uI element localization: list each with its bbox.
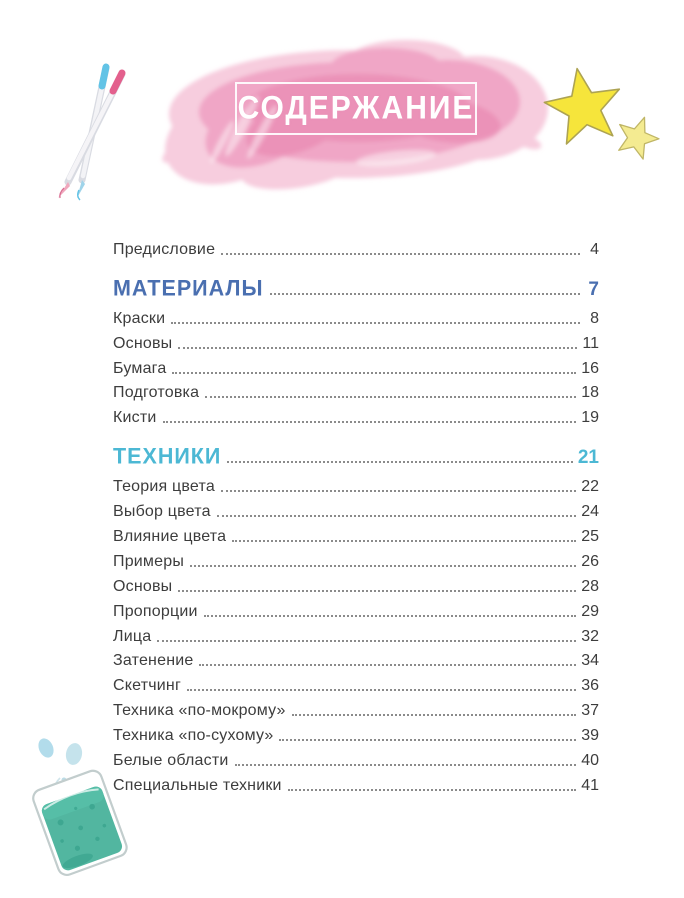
toc-entry-label: Влияние цвета [113,528,227,546]
toc-entry-page: 36 [581,677,599,695]
toc-entry [113,330,599,355]
dot-leader [292,714,577,716]
dot-leader [190,565,576,567]
toc-entry [113,623,599,648]
toc-entry-label: Техника «по-сухому» [113,727,274,745]
toc-entry-label: МАТЕРИАЛЫ [113,275,264,301]
toc-entry [113,380,599,405]
toc-entry-page: 7 [588,278,599,300]
toc-entry-page: 40 [581,752,599,770]
toc-entry [113,523,599,548]
stars-illustration [538,58,666,173]
toc-entry-page: 21 [577,447,599,469]
toc-entry-page: 11 [582,334,599,352]
toc-entry-page: 39 [581,727,599,745]
toc-entry [113,672,599,697]
title-box [235,82,477,135]
toc-entry [113,355,599,380]
dot-leader [187,689,576,691]
toc-entry-label: Краски [113,309,166,327]
toc-entry-page: 4 [590,240,599,258]
toc-list [113,236,599,797]
dot-leader [204,615,577,617]
water-glass-illustration [8,716,153,891]
page-title: СОДЕРЖАНИЕ [237,90,475,126]
toc-entry-page: 41 [581,776,599,794]
toc-entry [113,598,599,623]
dot-leader [221,253,580,255]
toc-entry-label: Пропорции [113,602,198,620]
dot-leader [221,490,576,492]
toc-entry [113,548,599,573]
big-star-icon [544,69,619,144]
toc-entry-label: Специальные техники [113,776,282,794]
toc-entry [113,722,599,747]
dot-leader [205,396,576,398]
toc-entry-label: Предисловие [113,240,216,258]
toc-entry [113,772,599,797]
dot-leader [178,347,577,349]
toc-entry [113,648,599,673]
dot-leader [288,789,577,791]
toc-entry-page: 26 [581,552,599,570]
toc-entry [113,697,599,722]
toc-entry-page: 28 [581,577,599,595]
toc-entry-page: 25 [581,528,599,546]
dot-leader [178,590,576,592]
toc-entry-page: 22 [581,478,599,496]
toc-section-entry [113,275,599,301]
toc-entry [113,473,599,498]
toc-entry-label: Лица [113,627,152,645]
toc-entry-page: 32 [581,627,599,645]
toc-entry-page: 16 [581,359,599,377]
toc-entry-page: 19 [581,409,599,427]
toc-entry-label: Выбор цвета [113,503,211,521]
toc-section-entry [113,443,599,469]
toc-entry-label: Бумага [113,359,167,377]
toc-entry-label: Примеры [113,552,185,570]
dot-leader [235,764,577,766]
toc-entry [113,236,599,261]
dot-leader [199,664,576,666]
small-star-icon [619,117,659,159]
toc-entry-label: Подготовка [113,384,200,402]
dot-leader [279,739,576,741]
toc-entry [113,498,599,523]
toc-entry [113,404,599,429]
toc-entry-page: 24 [581,503,599,521]
paintbrushes-illustration [42,52,154,204]
toc-entry-label: Белые области [113,752,229,770]
water-glass-icon [8,716,153,891]
dot-leader [171,322,580,324]
toc-entry-label: Техника «по-мокрому» [113,702,286,720]
toc-entry [113,573,599,598]
dot-leader [270,293,580,295]
toc-entry-page: 18 [581,384,599,402]
toc-entry-label: Основы [113,577,173,595]
dot-leader [232,540,576,542]
toc-entry-page: 29 [581,602,599,620]
toc-entry-label: Затенение [113,652,194,670]
toc-entry-label: Теория цвета [113,478,215,496]
dot-leader [163,421,577,423]
dot-leader [172,372,576,374]
toc-entry-page: 37 [581,702,599,720]
stars-icon [538,58,666,173]
dot-leader [227,461,572,463]
dot-leader [157,640,576,642]
toc-entry-label: Кисти [113,409,157,427]
toc-entry-label: ТЕХНИКИ [113,444,222,470]
toc-entry-page: 8 [590,309,599,327]
toc-entry [113,747,599,772]
toc-entry-page: 34 [581,652,599,670]
toc-entry-label: Основы [113,334,173,352]
toc-entry [113,305,599,330]
paintbrushes-icon [42,52,154,204]
toc-entry-label: Скетчинг [113,677,181,695]
dot-leader [217,515,577,517]
